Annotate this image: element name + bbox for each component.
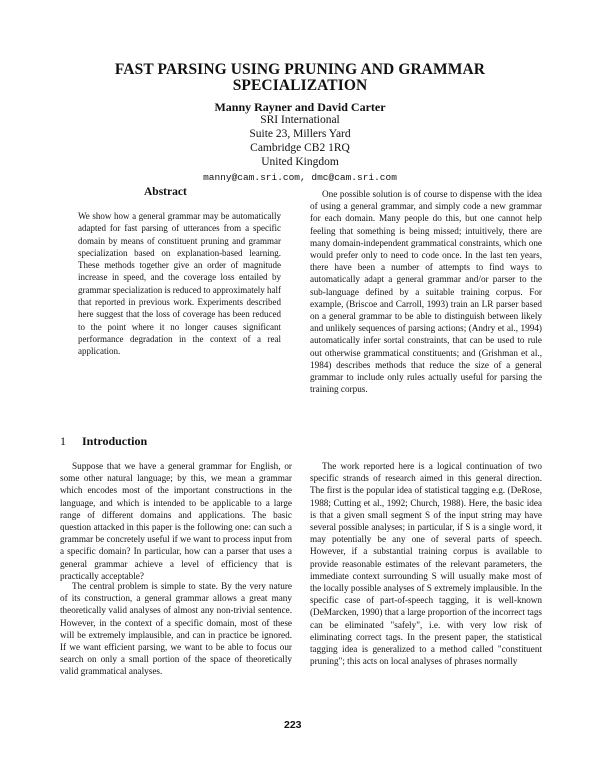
paper-title — [60, 62, 540, 94]
abstract-text: We show how a general grammar may be automatically adapted for fast parsing of utterances from a specific domain by means of constituent pruning and grammar specialization based on explanation-based learning. These methods together give an order of magnitude increase in speed, and the coverage loss entailed by grammar specialization is reduced to approximately half that reported in previous work. Experiments described here suggest that the loss of coverage has been reduced to the point where it no longer causes significant performance degradation in the context of a real application. — [78, 211, 281, 357]
title-line-2: SPECIALIZATION — [232, 77, 368, 94]
paragraph: The work reported here is a logical continuation of two specific strands of research aimed in this general direction. The first is the popular idea of statistical tagging e.g. (DeRose, 1988; Cutting et al., 1992; Church, 1988). Here, the basic idea is that a given small segment S of the input string may have several possible analyses; in particular, if S is a single word, it may potentially be any one of several parts of speech. However, if a substantial training corpus is available to provide reasonable estimates of the relevant parameters, the immediate context surrounding S will usually make most of the locally possible analyses of S extremely implausible. In the specific case of part-of-speech tagging, it is well-known (DeMarcken, 1990) that a large proportion of the incorrect tags can be eliminated "safely", i.e. with very low risk of eliminating correct tags. In the present paper, the statistical tagging idea is generalized to a method called "constituent pruning"; this acts on local analyses of phrases normally — [310, 461, 542, 667]
paragraph: One possible solution is of course to dispense with the idea of using a general grammar, and simply code a new grammar for each domain. Many people do this, but one cannot help feeling that something is being missed; intuitively, there are many domain-independent grammatical constraints, which one would prefer only to need to code once. In the last ten years, there have been a number of attempts to find ways to automatically adapt a general grammar and/or parser to the sub-language defined by a suitable training corpus. For example, (Briscoe and Carroll, 1993) train an LR parser based on a general grammar to be able to distinguish between likely and unlikely sequences of parsing actions; (Andry et al., 1994) automatically infer sortal constraints, that can be used to rule out otherwise grammatical constituents; and (Grishman et al., 1984) describes methods that reduce the size of a general grammar to include only rules actually useful for parsing the training corpus. — [310, 189, 542, 395]
affiliation-line: Suite 23, Millers Yard — [249, 128, 351, 140]
affiliation-line: Cambridge CB2 1RQ — [250, 142, 350, 154]
title-line-1: FAST PARSING USING PRUNING AND GRAMMAR — [114, 61, 486, 78]
abstract-heading: Abstract — [144, 186, 187, 198]
affiliation-line: SRI International — [260, 114, 340, 126]
paragraph: The central problem is simple to state. By the very nature of its construction, a general grammar allows a great many theoretically valid analyses of almost any non-trivial sentence. However, in the context of a specific domain, most of these will be extremely implausible, and can in practice be ignored. If we want efficient parsing, we want to be able to focus our search on only a small portion of the space of theoretically valid grammatical analyses. — [60, 581, 292, 677]
section-title: Introduction — [82, 434, 148, 448]
authors: Manny Rayner and David Carter — [214, 100, 386, 114]
author-emails: manny@cam.sri.com, dmc@cam.sri.com — [203, 172, 397, 183]
paragraph: Suppose that we have a general grammar for English, or some other natural language; by this, we mean a grammar which encodes most of the important constructions in the language, and which is intended to be applicable to a large range of different domains and applications. The basic question attacked in this paper is the following one: can such a grammar be concretely useful if we want to process input from a specific domain? In particular, how can a parser that uses a general grammar achieve a level of efficiency that is practically acceptable? — [60, 461, 292, 581]
section-number: 1 — [60, 434, 66, 448]
section-heading — [60, 434, 147, 449]
page-number: 223 — [284, 719, 302, 731]
affiliation-line: United Kingdom — [261, 156, 339, 168]
